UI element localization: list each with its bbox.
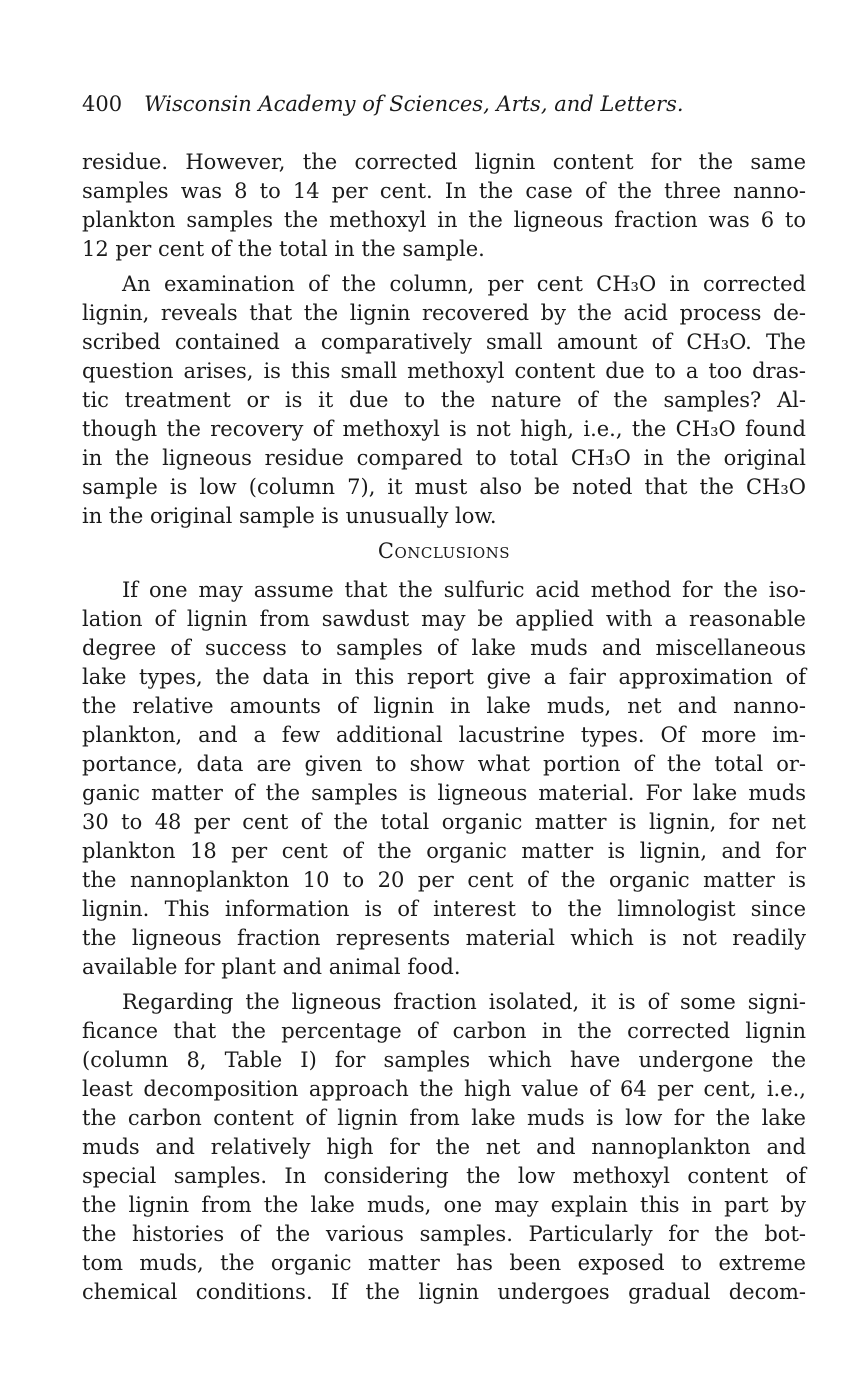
text-line: samples was 8 to 14 per cent. In the case of the three nanno-	[82, 179, 806, 203]
paragraph-conclusions-2	[82, 988, 806, 1307]
text-line: lake types, the data in this report give a fair approximation of	[82, 665, 806, 689]
text-line: 12 per cent of the total in the sample.	[82, 237, 485, 261]
text-line: in the ligneous residue compared to total CH₃O in the original	[82, 446, 806, 470]
text-line: plankton samples the methoxyl in the ligneous fraction was 6 to	[82, 208, 806, 232]
text-line: portance, data are given to show what portion of the total or-	[82, 752, 806, 776]
text-line: An examination of the column, per cent CH₃O in corrected	[122, 272, 806, 296]
text-line: the lignin from the lake muds, one may explain this in part by	[82, 1193, 806, 1217]
text-line: ganic matter of the samples is ligneous material. For lake muds	[82, 781, 806, 805]
text-line: (column 8, Table I) for samples which have undergone the	[82, 1048, 806, 1072]
text-line: sample is low (column 7), it must also be noted that the CH₃O	[82, 475, 806, 499]
text-line: the ligneous fraction represents material which is not readily	[82, 926, 806, 950]
text-line: question arises, is this small methoxyl content due to a too dras-	[82, 359, 806, 383]
paragraph-conclusions-1	[82, 576, 806, 982]
paragraph-methoxyl	[82, 270, 806, 531]
text-line: the carbon content of lignin from lake muds is low for the lake	[82, 1106, 806, 1130]
text-line: ficance that the percentage of carbon in the corrected lignin	[82, 1019, 806, 1043]
text-line: If one may assume that the sulfuric acid method for the iso-	[122, 578, 806, 602]
text-line: available for plant and animal food.	[82, 955, 461, 979]
text-line: Regarding the ligneous fraction isolated, it is of some signi-	[122, 990, 806, 1014]
text-line: lation of lignin from sawdust may be applied with a reasonable	[82, 607, 806, 631]
text-line: lignin. This information is of interest to the limnologist since	[82, 897, 806, 921]
text-line: scribed contained a comparatively small amount of CH₃O. The	[82, 330, 806, 354]
text-line: chemical conditions. If the lignin undergoes gradual decom-	[82, 1280, 806, 1304]
text-line: degree of success to samples of lake muds and miscellaneous	[82, 636, 806, 660]
section-heading-conclusions: Conclusions	[377, 539, 511, 563]
running-head	[82, 88, 806, 120]
text-line: tom muds, the organic matter has been exposed to extreme	[82, 1251, 806, 1275]
document-page	[82, 88, 806, 1313]
text-line: special samples. In considering the low methoxyl content of	[82, 1164, 806, 1188]
text-line: the relative amounts of lignin in lake muds, net and nanno-	[82, 694, 806, 718]
text-line: though the recovery of methoxyl is not high, i.e., the CH₃O found	[82, 417, 806, 441]
text-line: the nannoplankton 10 to 20 per cent of the organic matter is	[82, 868, 806, 892]
text-line: 30 to 48 per cent of the total organic matter is lignin, for net	[82, 810, 806, 834]
text-line: plankton 18 per cent of the organic matter is lignin, and for	[82, 839, 806, 863]
text-line: lignin, reveals that the lignin recovered by the acid process de-	[82, 301, 806, 325]
text-line: plankton, and a few additional lacustrine types. Of more im-	[82, 723, 806, 747]
text-line: the histories of the various samples. Particularly for the bot-	[82, 1222, 806, 1246]
text-line: tic treatment or is it due to the nature of the samples? Al-	[82, 388, 806, 412]
text-line: in the original sample is unusually low.	[82, 504, 497, 528]
text-line: muds and relatively high for the net and nannoplankton and	[82, 1135, 806, 1159]
text-line: residue. However, the corrected lignin content for the same	[82, 150, 806, 174]
text-line: least decomposition approach the high value of 64 per cent, i.e.,	[82, 1077, 806, 1101]
page-number: 400	[82, 92, 123, 116]
journal-title: Wisconsin Academy of Sciences, Arts, and Letters.	[144, 92, 684, 116]
paragraph-continuation	[82, 148, 806, 264]
